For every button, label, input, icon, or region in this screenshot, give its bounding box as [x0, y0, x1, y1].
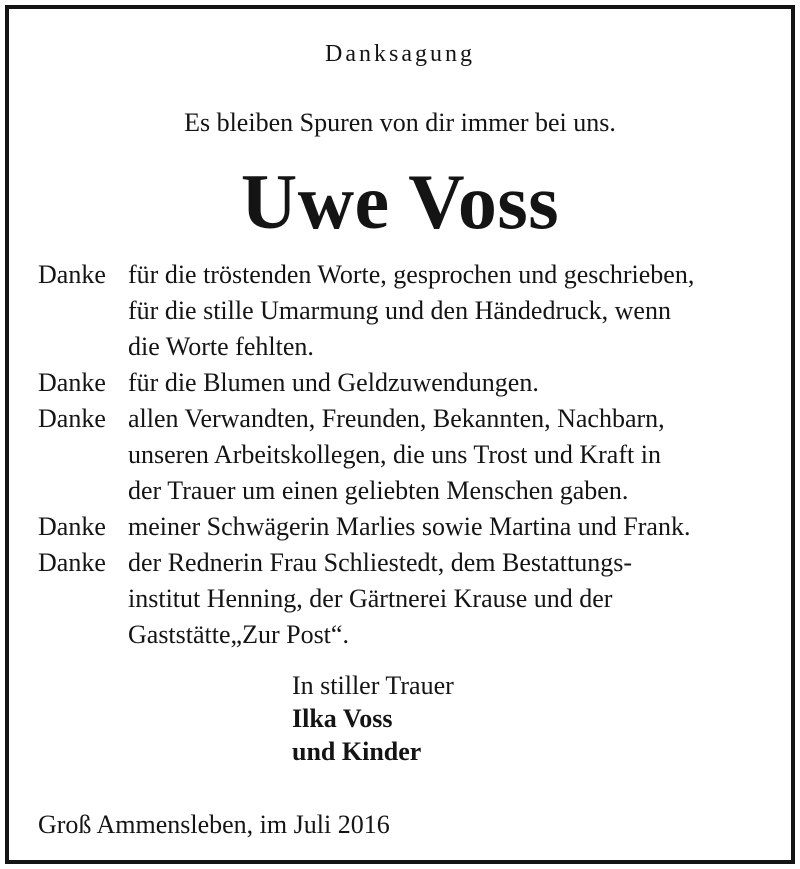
thanks-label: Danke: [38, 404, 106, 433]
thanks-line: der Rednerin Frau Schliestedt, dem Bestattungs-: [128, 548, 633, 577]
thanks-line: für die tröstenden Worte, gesprochen und geschrieben,: [128, 260, 695, 289]
signature-block: [292, 669, 454, 768]
thanks-item: [38, 545, 783, 653]
thanks-line: allen Verwandten, Freunden, Bekannten, Nachbarn,: [128, 404, 665, 433]
thanks-text: [128, 257, 783, 365]
signature-name: Ilka Voss: [292, 704, 393, 733]
thanks-text: [128, 401, 783, 509]
signature-intro: In stiller Trauer: [292, 671, 454, 700]
notice-heading: Danksagung: [325, 41, 475, 67]
thanks-label: Danke: [38, 512, 106, 541]
notice-motto: Es bleiben Spuren von dir immer bei uns.: [184, 108, 616, 137]
thanks-line: institut Henning, der Gärtnerei Krause und der: [128, 584, 613, 613]
thanks-text: [128, 545, 783, 653]
signature-name: und Kinder: [292, 737, 422, 766]
thanks-line: für die Blumen und Geldzuwendungen.: [128, 368, 539, 397]
thanks-line: unseren Arbeitskollegen, die uns Trost und Kraft in: [128, 440, 661, 469]
thanks-item: [38, 509, 783, 545]
thanks-item: [38, 257, 783, 365]
thanks-label: Danke: [38, 260, 106, 289]
thanks-label: Danke: [38, 368, 106, 397]
thanks-text: [128, 365, 783, 401]
thanks-item: [38, 401, 783, 509]
deceased-name: Uwe Voss: [240, 158, 560, 245]
thanks-line: der Trauer um einen geliebten Menschen gaben.: [128, 476, 629, 505]
place-and-date: Groß Ammensleben, im Juli 2016: [38, 810, 390, 839]
obituary-thank-you-notice: [5, 5, 795, 864]
thanks-list: [38, 257, 783, 653]
thanks-line: Gaststätte„Zur Post“.: [128, 620, 349, 649]
thanks-line: für die stille Umarmung und den Händedruck, wenn: [128, 296, 671, 325]
thanks-line: meiner Schwägerin Marlies sowie Martina und Frank.: [128, 512, 691, 541]
thanks-text: [128, 509, 783, 545]
thanks-item: [38, 365, 783, 401]
thanks-label: Danke: [38, 548, 106, 577]
thanks-line: die Worte fehlten.: [128, 332, 314, 361]
